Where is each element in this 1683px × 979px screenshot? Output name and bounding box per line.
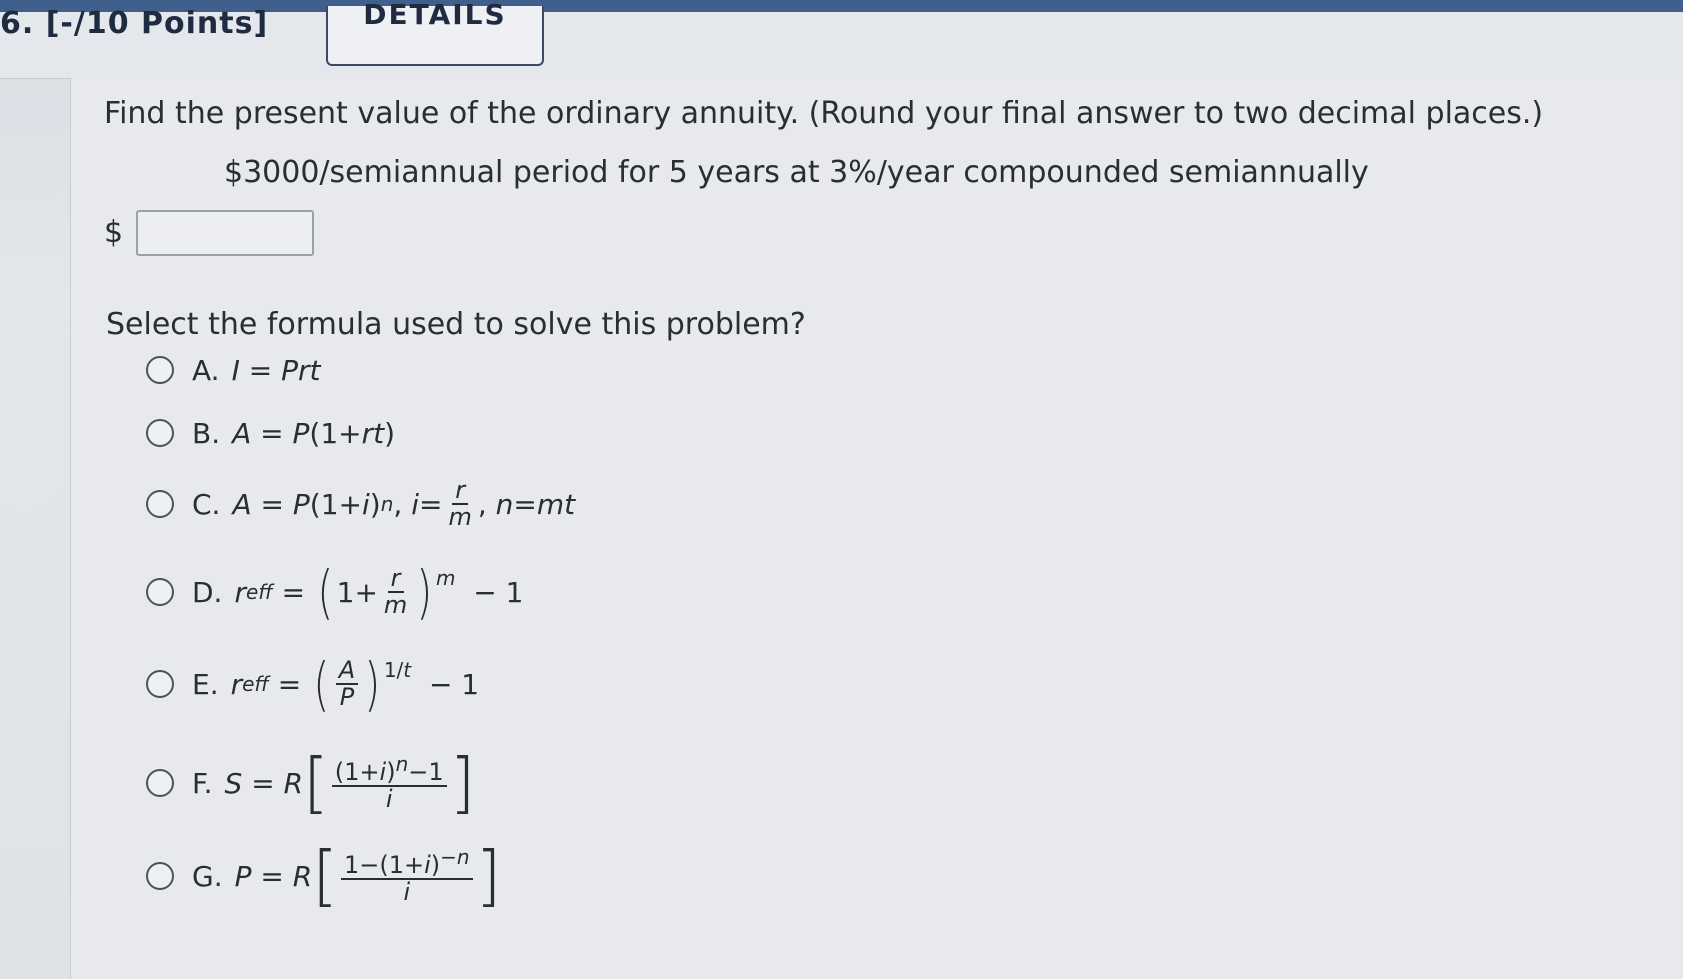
option-e-letter: E.	[192, 667, 219, 701]
formula-f: S = R [ $\frac{(1+i)^n-1}{i}$ ]	[224, 744, 476, 821]
formula-b: A = P (1+ rt )	[232, 416, 396, 450]
details-button[interactable]: DETAILS	[326, 6, 544, 66]
formula-prompt: Select the formula used to solve this problem?	[106, 307, 806, 342]
question-header	[0, 0, 1683, 79]
option-c-letter: C.	[192, 487, 221, 521]
formula-a: I = Prt	[231, 353, 321, 387]
option-a-letter: A.	[192, 353, 220, 387]
radio-a[interactable]	[146, 356, 174, 384]
radio-b[interactable]	[146, 419, 174, 447]
question-number-points: 6. [-/10 Points]	[0, 6, 269, 41]
radio-g[interactable]	[146, 862, 174, 890]
currency-symbol: $	[104, 215, 124, 250]
radio-c[interactable]	[146, 490, 174, 518]
question-text: Find the present value of the ordinary annuity. (Round your final answer to two decimal places.)	[104, 96, 1544, 131]
formula-g: P = R [ $\frac{1-(1+i)^{-n}}{i}$ ]	[234, 837, 502, 914]
radio-e[interactable]	[146, 670, 174, 698]
option-c[interactable]	[146, 469, 575, 539]
option-e[interactable]	[146, 649, 479, 719]
option-g[interactable]	[146, 837, 502, 914]
answer-input[interactable]	[136, 210, 314, 256]
given-data: $3000/semiannual period for 5 years at 3%/year compounded semiannually	[224, 155, 1369, 190]
option-g-letter: G.	[192, 859, 223, 893]
option-d[interactable]	[146, 557, 523, 627]
formula-e: r eff = ( $\frac{A}{P}$ ) $^{1/t}$ − 1	[230, 650, 480, 718]
option-b-letter: B.	[192, 416, 221, 450]
radio-f[interactable]	[146, 769, 174, 797]
option-a[interactable]	[146, 335, 320, 405]
option-d-letter: D.	[192, 575, 223, 609]
radio-d[interactable]	[146, 578, 174, 606]
formula-d: r eff = ( 1+ $\frac{r}{m}$ ) $^m$ − 1	[234, 558, 524, 626]
option-f[interactable]	[146, 744, 476, 821]
option-b[interactable]	[146, 398, 395, 468]
formula-c: A = P (1+ i ) n , i = $\frac{r}{m}$ , n = mt	[232, 475, 576, 531]
option-f-letter: F.	[192, 766, 213, 800]
